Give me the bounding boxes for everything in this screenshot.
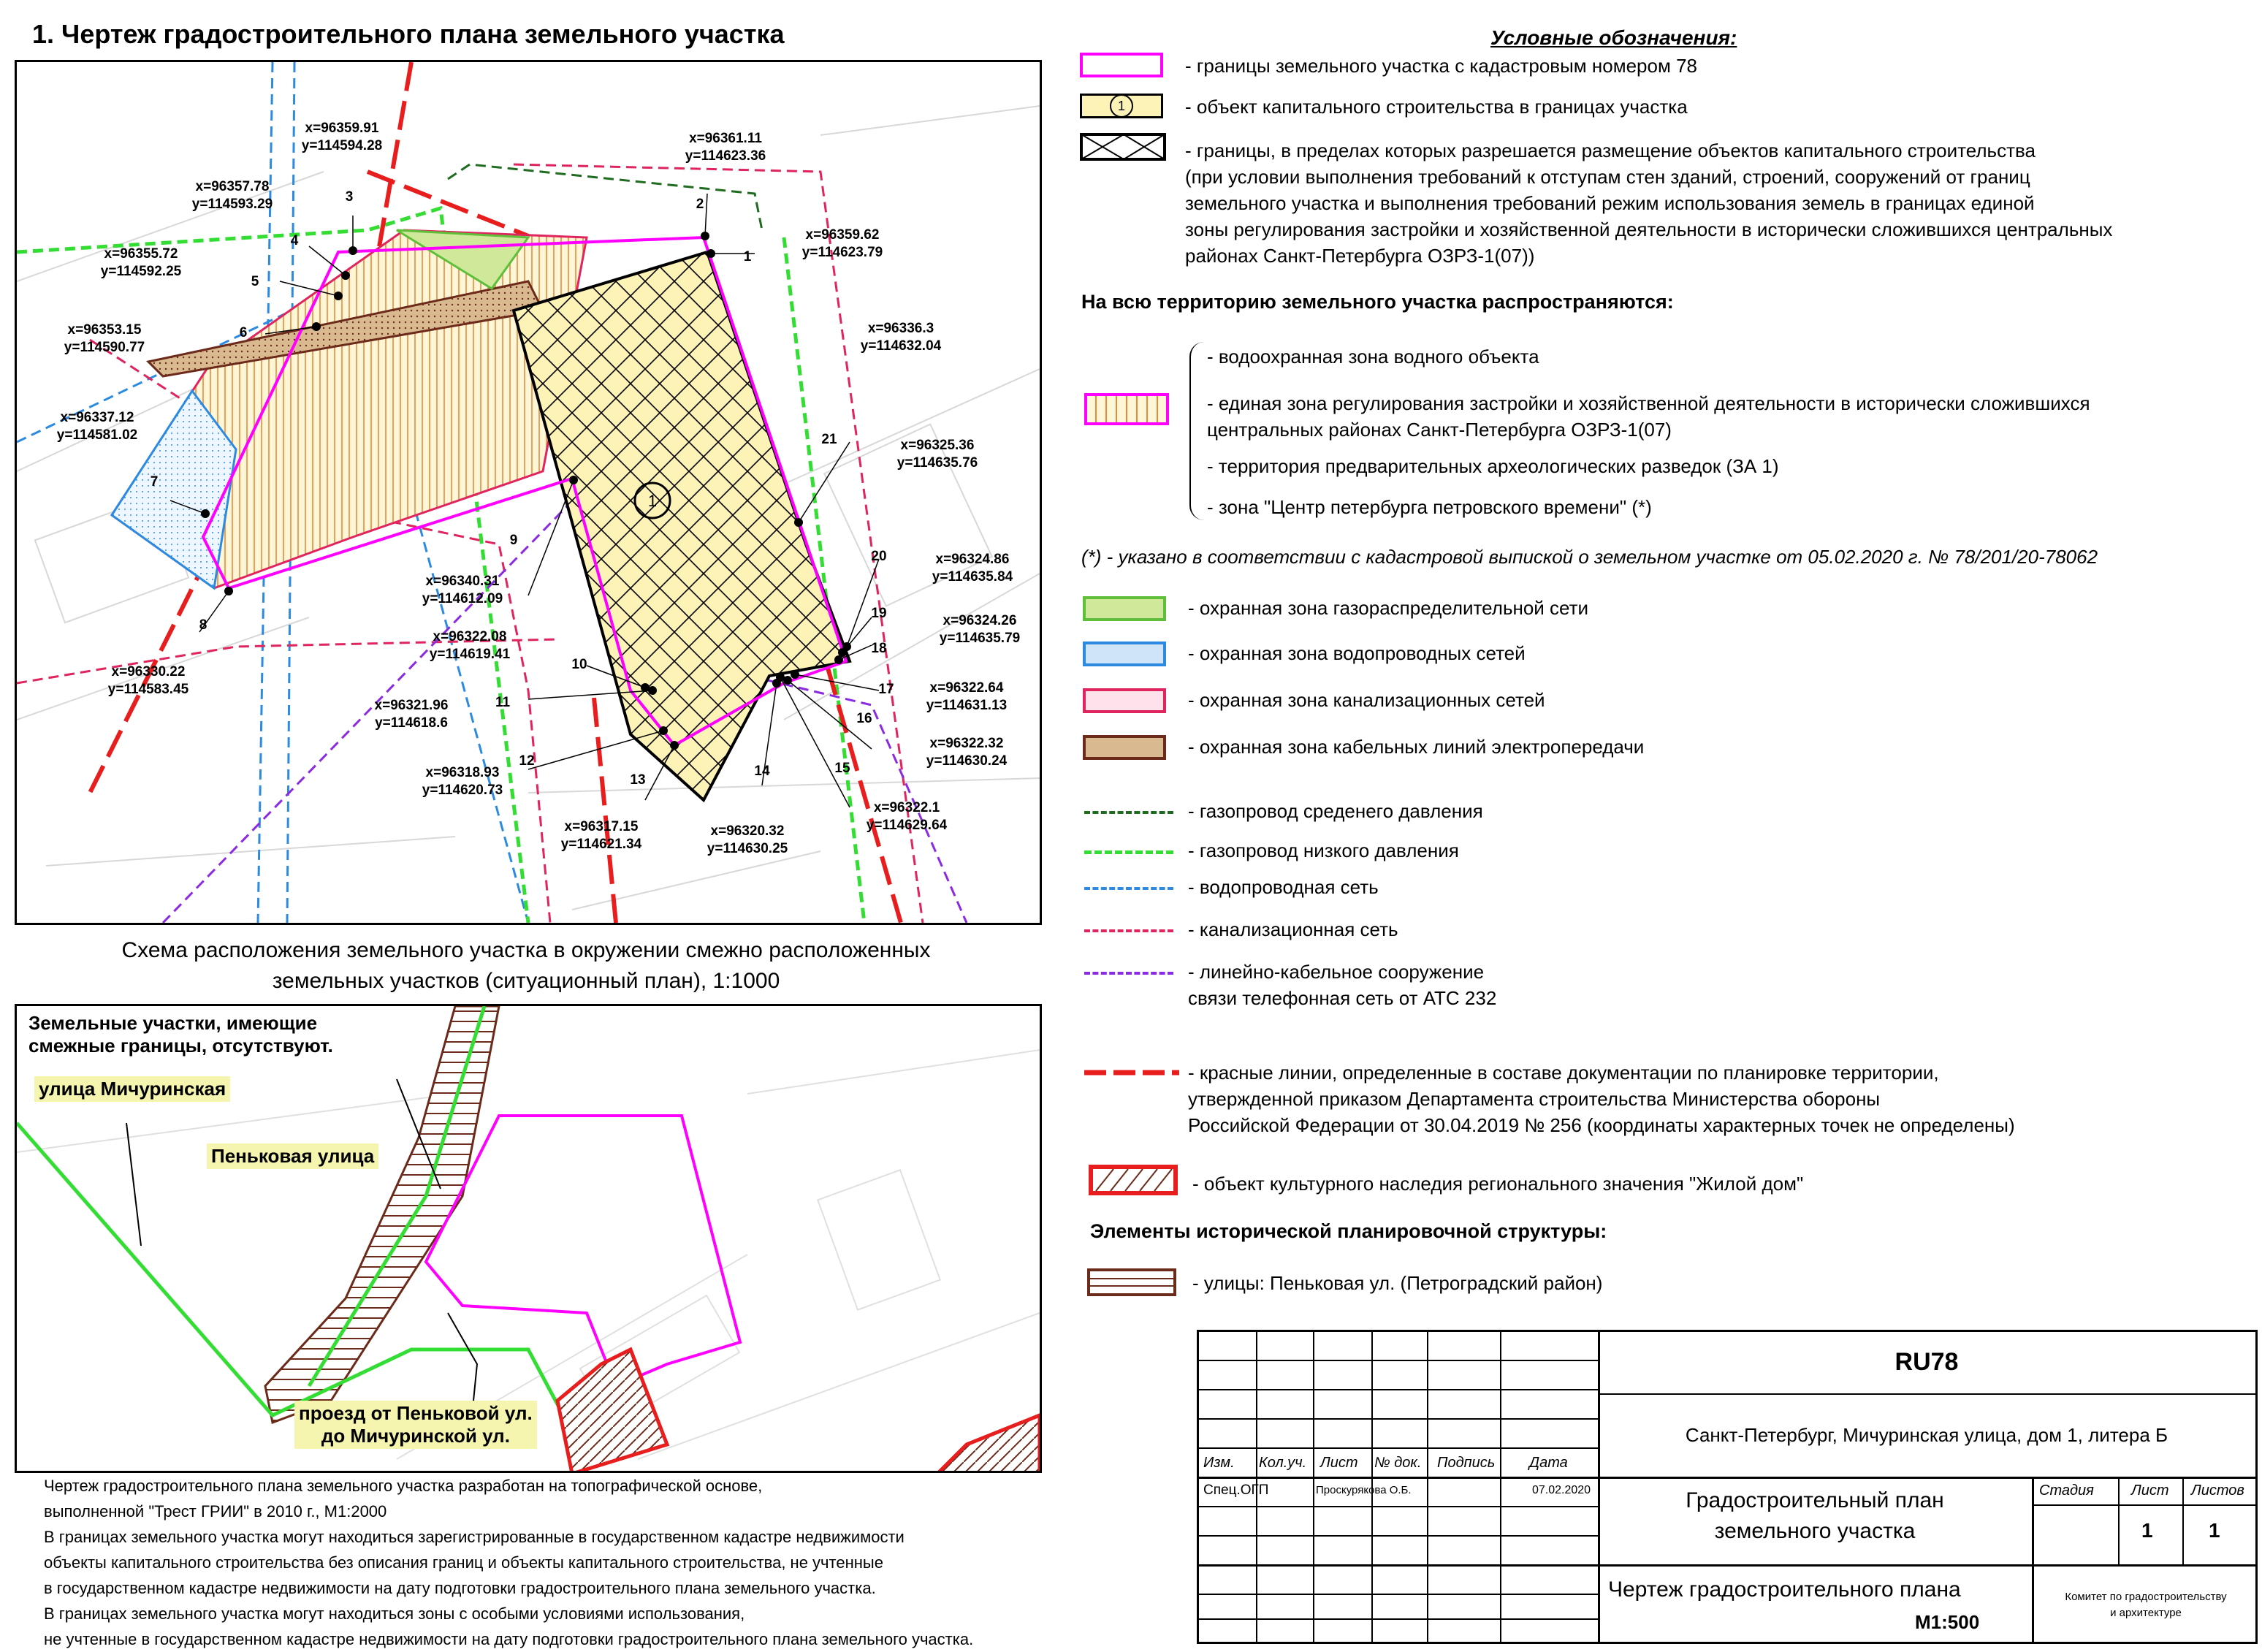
legend-heading-historic: Элементы исторической планировочной структуры: (1090, 1220, 1607, 1242)
swatch-gas-zone (1083, 596, 1166, 621)
swatch-cross (1080, 133, 1166, 162)
leader-michurinskaya (126, 1123, 141, 1246)
swatch-historic-street (1087, 1268, 1178, 1298)
pt21-y: y=114632.04 (860, 338, 942, 354)
pt15-x: x=96322.1 (873, 800, 940, 815)
pt4-num: 4 (290, 233, 299, 248)
pt11-num: 11 (495, 695, 511, 710)
col-podpis: Подпись (1437, 1455, 1496, 1471)
pt19-x: x=96324.86 (935, 552, 1010, 567)
pt10-y: y=114619.41 (429, 647, 511, 662)
swatch-sewer (1084, 929, 1173, 932)
legend-zone-archaeology: - территория предварительных археологических разведок (ЗА 1) (1207, 455, 1779, 477)
legend-heading-zones: На всю территорию земельного участка распространяются: (1081, 291, 1674, 313)
situation-base (17, 1050, 1040, 1459)
col-koluch: Кол.уч. (1259, 1455, 1307, 1471)
gas-medium-line (448, 164, 762, 230)
heritage-object (557, 1350, 667, 1471)
label-michurinskaya: улица Мичуринская (34, 1076, 230, 1102)
pt17-num: 17 (878, 682, 894, 697)
stamp-sheet-label: Лист (2131, 1482, 2169, 1499)
pt8-num: 8 (199, 617, 207, 633)
pt5-y: y=114592.25 (100, 264, 182, 279)
pt12-num: 12 (519, 753, 535, 769)
pt5-num: 5 (251, 274, 259, 289)
pt8-x: x=96330.22 (111, 664, 186, 680)
pt20-x: x=96325.36 (900, 438, 975, 453)
stamp-date: 07.02.2020 (1532, 1484, 1591, 1496)
pt1-num: 1 (743, 249, 752, 264)
swatch-telephone (1084, 972, 1173, 975)
legend-buildable-zone: - границы, в пределах которых разрешается размещение объектов капитального строительства (при условии выполнения требований к отступам стен зданий, строений, сооружений от границ земельного участка и выполнения требований режим использования земель в границах единой зоны регулирования застройки и хозяйственной деятельности в исторически сложившихся центральных районах Санкт-Петербурга ОЗРЗ-1(07)) (1185, 140, 2113, 267)
stamp-org: Комитет по градостроительству и архитектуре (2065, 1591, 2227, 1619)
legend-cable-zone: - охранная зона кабельных линий электропередачи (1188, 736, 1645, 758)
pt18-y: y=114635.79 (939, 631, 1021, 646)
legend-title: Условные обозначения: (1490, 26, 1737, 49)
stamp-person: Проскурякова О.Б. (1316, 1484, 1412, 1496)
pt2-num: 2 (696, 197, 704, 212)
legend-telephone: - линейно-кабельное сооружение связи телефонная сеть от АТС 232 (1188, 961, 1497, 1009)
legend-brace (1189, 342, 1207, 520)
legend-footnote: (*) - указано в соответствии с кадастровой выпиской о земельном участке от 05.02.2020 г. № 78/201/20-78062 (1081, 546, 2098, 568)
stamp-drawing: Чертеж градостроительного плана (1608, 1577, 1961, 1602)
legend-gas-low: - газопровод низкого давления (1188, 840, 1459, 861)
pt2-y: y=114623.36 (685, 148, 766, 164)
legend-zone-water: - водоохранная зона водного объекта (1207, 346, 1539, 368)
pt3-num: 3 (345, 189, 354, 205)
building-icon: 1 (1110, 94, 1133, 118)
situation-plot-border (426, 1116, 740, 1386)
pt6-num: 6 (239, 325, 248, 340)
red-line-4 (594, 698, 616, 923)
pt9-x: x=96340.31 (425, 574, 500, 589)
col-izm: Изм. (1203, 1455, 1235, 1471)
situation-caption-line1: Схема расположения земельного участка в окружении смежно расположенных (121, 938, 931, 962)
pt4-y: y=114593.29 (191, 197, 273, 212)
stamp-sheet-value: 1 (2141, 1519, 2153, 1542)
pt16-x: x=96322.32 (929, 736, 1004, 751)
swatch-water-zone (1083, 642, 1166, 666)
pt5-x: x=96355.72 (104, 246, 178, 262)
pt1-y: y=114623.79 (801, 245, 883, 260)
label-penkovaya: Пеньковая улица (207, 1143, 378, 1169)
stamp-sheets-value: 1 (2209, 1519, 2220, 1542)
pt15-y: y=114629.64 (866, 818, 948, 833)
swatch-plot-border (1080, 53, 1163, 77)
situation-note: Земельные участки, имеющие смежные границы, отсутствуют. (28, 1012, 333, 1057)
pt4-x: x=96357.78 (195, 179, 270, 194)
swatch-sewer-zone (1083, 688, 1166, 713)
swatch-building (1080, 94, 1163, 118)
legend-water-zone: - охранная зона водопроводных сетей (1188, 642, 1526, 664)
legend-red-lines: - красные линии, определенные в составе документации по планировке территории, утвержденной приказом Департамента строительства Министерства обороны Российской Федерации от 30.04.2019 № 256 (координаты характерных точек не определены) (1188, 1062, 2015, 1136)
pt12-x: x=96318.93 (425, 765, 500, 780)
swatch-gas-low (1084, 850, 1173, 854)
situation-caption (29, 935, 1023, 997)
heritage-object-2 (937, 1415, 1040, 1471)
situation-caption-line2: земельных участков (ситуационный план), 1:1000 (272, 969, 780, 993)
legend-sewer-zone: - охранная зона канализационных сетей (1188, 689, 1545, 711)
legend-zone-center: - зона "Центр петербурга петровского времени" (*) (1207, 496, 1652, 518)
footer-note: Чертеж градостроительного плана земельного участка разработан на топографической основе, выполненной "Трест ГРИИ" в 2010 г., М1:2000 В границах земельного участка могут находиться зарегистрированные в государственном кадастре недвижимости объекты капитального строительства без описания границ и объекты капитального строительства, не учтенные в государственном кадастре недвижимости на дату подготовки градостроительного плана земельного участка. В границах земельного участка могут находиться зоны с особыми условиями использования, не учтенные в государственном кадастре недвижимости на дату подготовки градостроительного плана земельного участка. (44, 1477, 974, 1648)
pt19-num: 19 (871, 606, 887, 621)
pt11-x: x=96321.96 (374, 698, 449, 713)
legend-zone-ozrz: - единая зона регулирования застройки и хозяйственной деятельности в исторически сложившихся центральных районах Санкт-Петербурга ОЗРЗ-1(07) (1207, 392, 2090, 441)
pt13-num: 13 (630, 772, 646, 788)
situation-map[interactable] (15, 1004, 1042, 1473)
pt7-x: x=96337.12 (60, 410, 134, 425)
stamp-stage-label: Стадия (2039, 1482, 2094, 1499)
legend-building: - объект капитального строительства в границах участка (1185, 96, 1688, 118)
pt3-x: x=96359.91 (305, 121, 379, 136)
pt8-y: y=114583.45 (107, 682, 189, 697)
stamp-role: Спец.ОГП (1203, 1482, 1269, 1498)
pt21-x: x=96336.3 (867, 321, 934, 336)
pt7-y: y=114581.02 (56, 427, 138, 443)
pt6-x: x=96353.15 (67, 322, 142, 338)
page-title: 1. Чертеж градостроительного плана земельного участка (32, 19, 785, 49)
pt14-num: 14 (754, 764, 770, 779)
legend-gas-zone: - охранная зона газораспределительной сети (1188, 597, 1589, 619)
pt17-x: x=96322.64 (929, 680, 1004, 696)
pt18-x: x=96324.26 (942, 613, 1017, 628)
pt20-y: y=114635.76 (896, 455, 978, 471)
legend-sewer: - канализационная сеть (1188, 918, 1398, 940)
main-plan-svg (17, 62, 1040, 923)
label-passage: проезд от Пеньковой ул. до Мичуринской ул. (294, 1401, 537, 1449)
pt19-y: y=114635.84 (932, 569, 1013, 585)
legend-heritage: - объект культурного наследия регионального значения "Жилой дом" (1192, 1173, 1804, 1195)
col-data: Дата (1529, 1455, 1568, 1471)
pt2-x: x=96361.11 (689, 131, 762, 146)
pt10-num: 10 (571, 657, 587, 672)
legend-historic-street: - улицы: Пеньковая ул. (Петроградский район) (1192, 1272, 1603, 1294)
main-plan-map[interactable] (15, 60, 1042, 925)
title-block (1197, 1330, 2258, 1644)
swatch-red-lines (1084, 1067, 1179, 1078)
col-list: Лист (1320, 1455, 1358, 1471)
pt14-x: x=96320.32 (710, 823, 785, 839)
pt17-y: y=114631.13 (926, 698, 1008, 713)
legend-gas-medium: - газопровод среденего давления (1188, 800, 1483, 822)
pt6-y: y=114590.77 (64, 340, 145, 355)
pt11-y: y=114618.6 (375, 715, 448, 731)
stamp-sheets-label: Листов (2191, 1482, 2244, 1499)
swatch-gas-medium (1084, 811, 1173, 814)
stamp-doc-title: Градостроительный план земельного участка (1686, 1488, 1944, 1543)
pt3-y: y=114594.28 (301, 138, 383, 153)
pt15-num: 15 (834, 761, 850, 776)
pt20-num: 20 (871, 549, 887, 564)
legend-water-pipe: - водопроводная сеть (1188, 876, 1379, 898)
pt16-y: y=114630.24 (926, 753, 1008, 769)
pt21-num: 21 (821, 432, 837, 447)
pt7-num: 7 (150, 474, 159, 490)
swatch-cable-zone (1083, 735, 1166, 760)
building-number: 1 (647, 492, 658, 510)
pt13-y: y=114621.34 (560, 837, 642, 852)
pt13-x: x=96317.15 (564, 819, 639, 834)
pt18-num: 18 (871, 641, 887, 656)
stamp-scale: М1:500 (1915, 1611, 1980, 1633)
stamp-code: RU78 (1894, 1348, 1959, 1376)
stamp-address: Санкт-Петербург, Мичуринская улица, дом 1, литера Б (1685, 1424, 2168, 1446)
pt12-y: y=114620.73 (422, 783, 503, 798)
pt1-x: x=96359.62 (805, 227, 880, 243)
pt16-num: 16 (856, 711, 872, 726)
col-ndok: № док. (1374, 1455, 1422, 1471)
legend-plot-border: - границы земельного участка с кадастровым номером 78 (1185, 55, 1697, 77)
pt9-y: y=114612.09 (422, 591, 503, 606)
swatch-water-pipe (1084, 887, 1173, 890)
pt14-y: y=114630.25 (707, 841, 788, 856)
pt9-num: 9 (509, 533, 518, 548)
swatch-heritage (1089, 1165, 1179, 1197)
pt10-x: x=96322.08 (433, 629, 507, 644)
swatch-ozrz (1084, 393, 1172, 428)
